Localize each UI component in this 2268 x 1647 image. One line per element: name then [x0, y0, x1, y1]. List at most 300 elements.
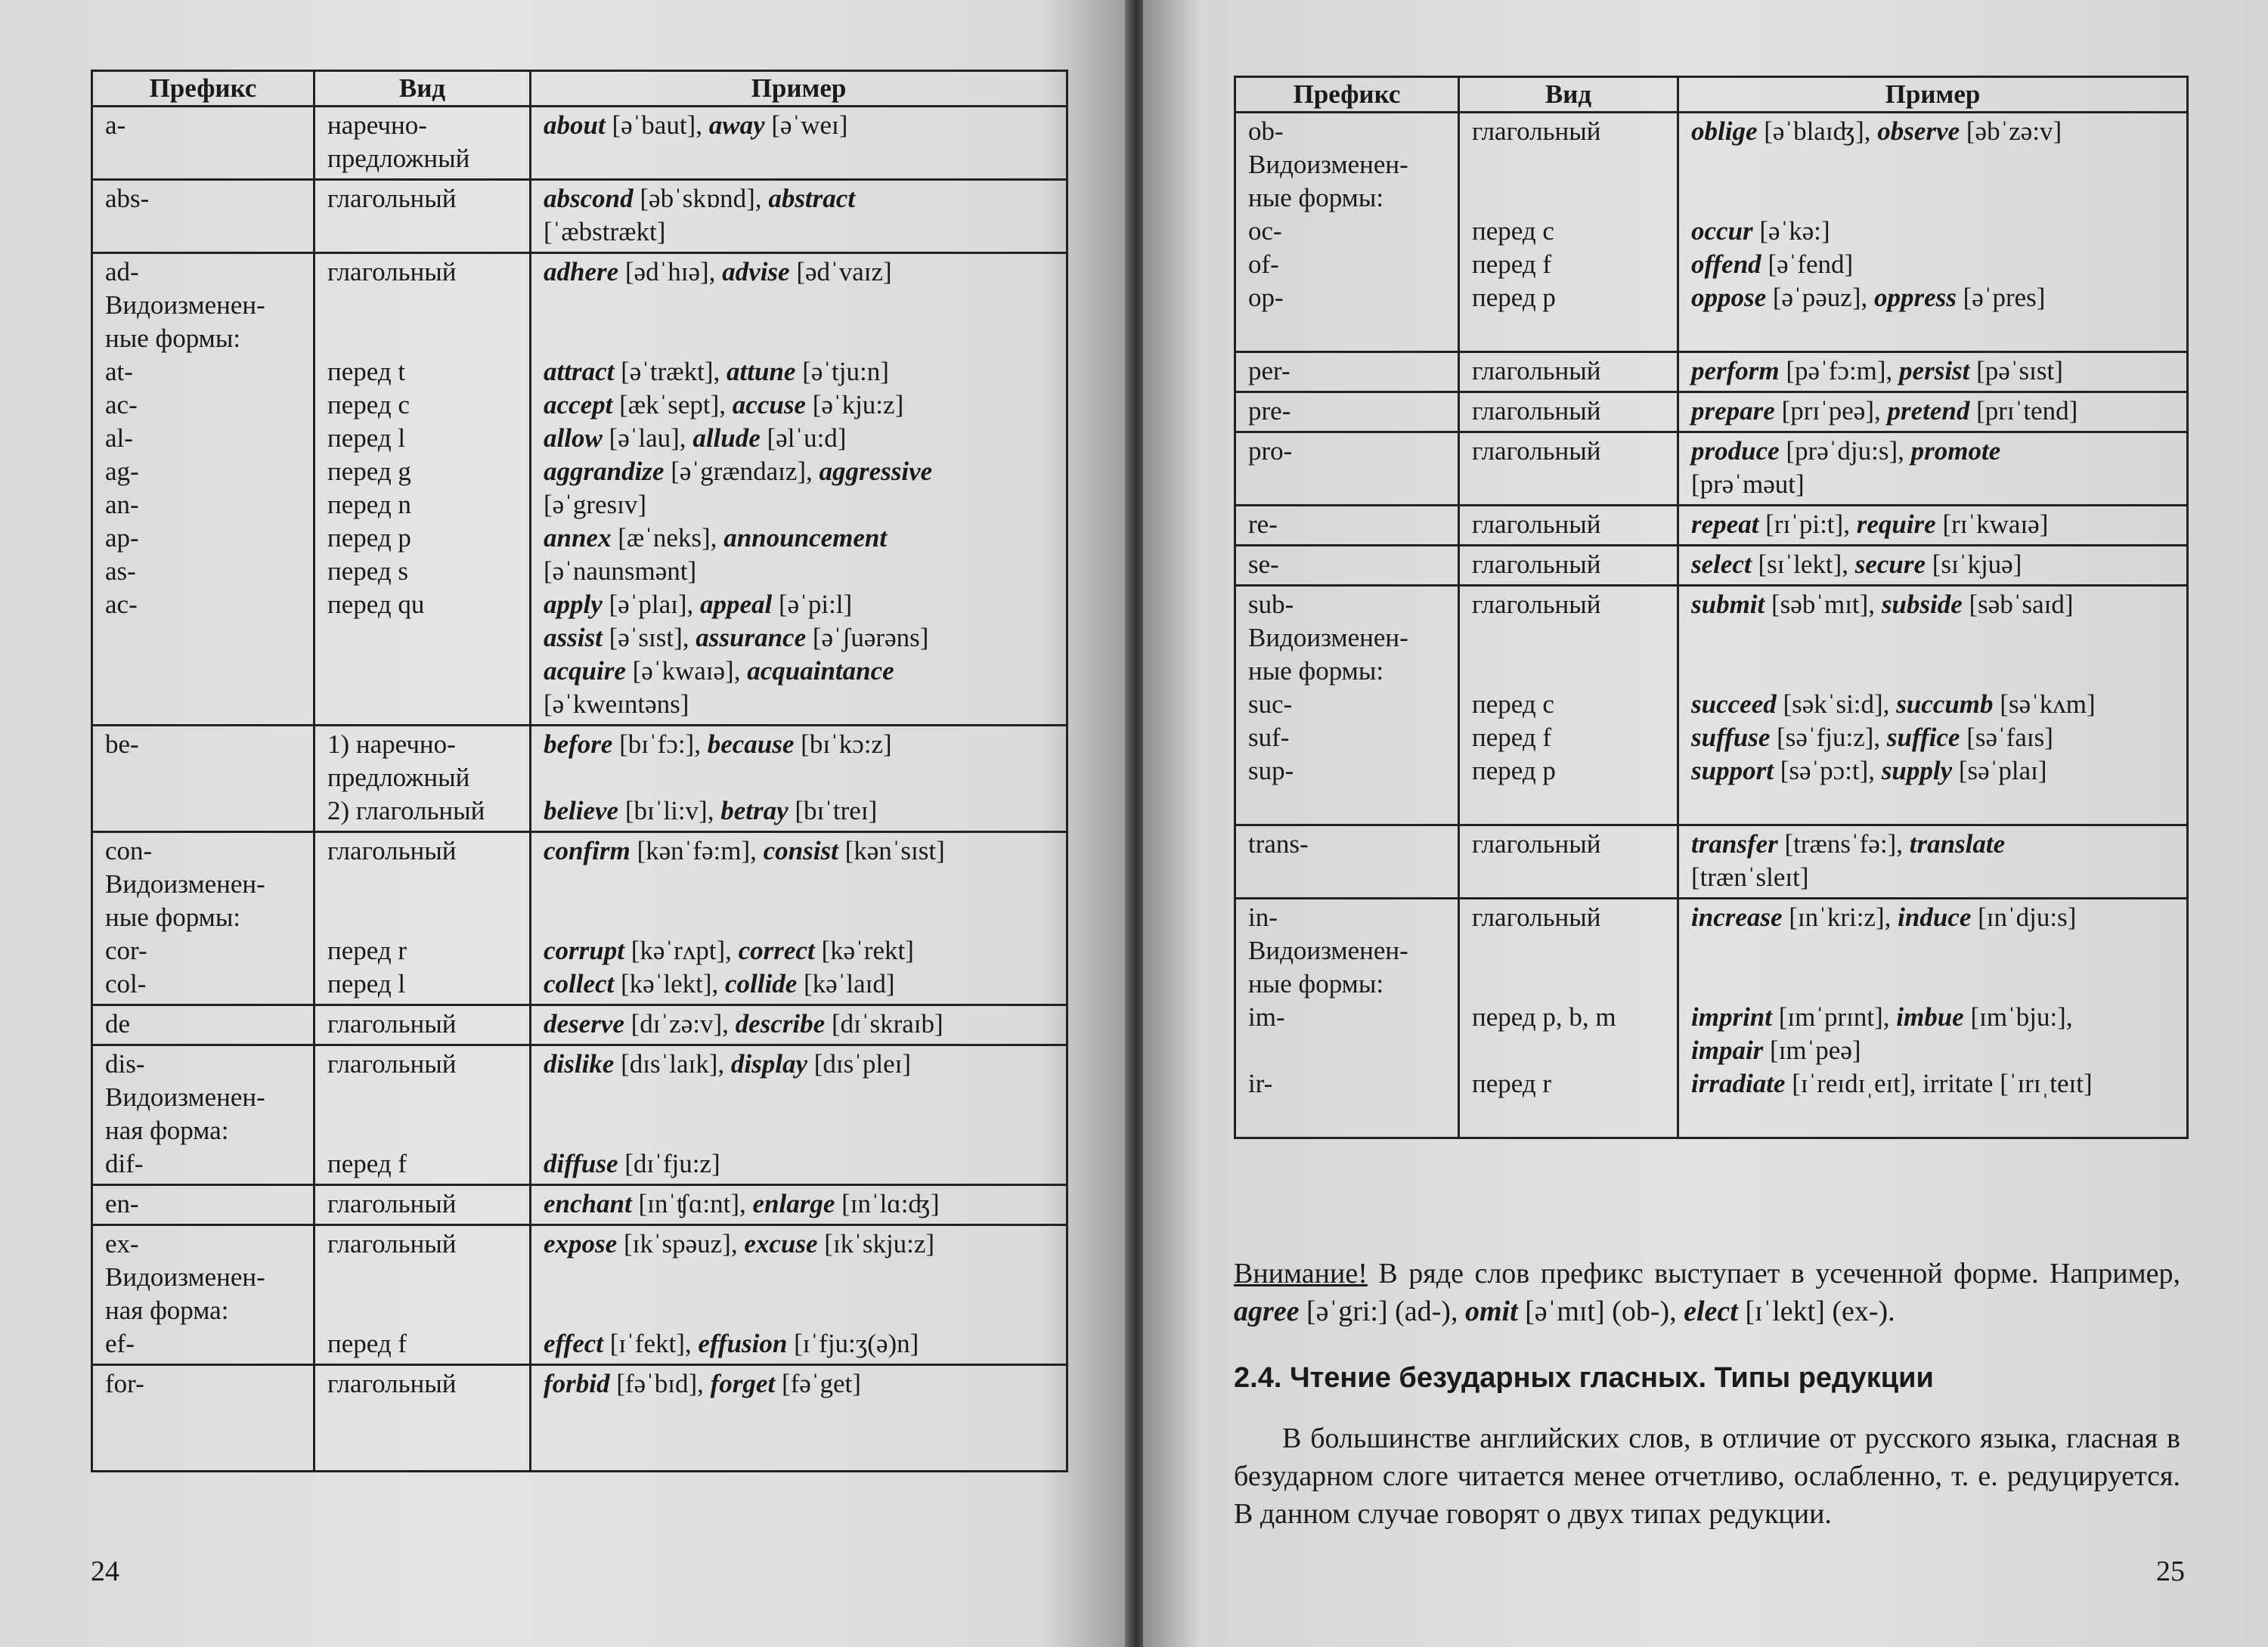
- prefix-line: con-: [105, 836, 153, 865]
- prefix-line: [1248, 788, 1445, 821]
- prefix-line: de: [105, 1009, 131, 1039]
- transcription: [əˈpəuz],: [1766, 283, 1874, 312]
- example-word: attune: [727, 357, 796, 386]
- transcription: [əˈtju:n]: [795, 357, 889, 386]
- example-word: confirm: [544, 836, 631, 865]
- example-word: collide: [725, 969, 798, 998]
- transcription: [əˈblaɪʤ],: [1757, 116, 1878, 146]
- example-word: because: [707, 729, 795, 759]
- page-number: 25: [2156, 1556, 2185, 1587]
- table-row: [1235, 586, 2188, 825]
- transcription: [kəˈlaɪd]: [797, 969, 895, 998]
- notice-example-word: elect: [1684, 1296, 1738, 1327]
- kind-line: [327, 1294, 517, 1327]
- transcription: [rɪˈpi:t],: [1758, 509, 1857, 539]
- example-word: describe: [735, 1009, 826, 1039]
- prefix-cell: [92, 1045, 314, 1185]
- prefix-cell: [92, 1365, 314, 1472]
- example-word: collect: [544, 969, 615, 998]
- example-line: [1691, 354, 2174, 388]
- example-line: [1691, 967, 2174, 1001]
- prefix-cell: [1235, 825, 1459, 899]
- kind-line: глагольный: [1472, 396, 1601, 426]
- example-word: increase: [1691, 902, 1783, 932]
- example-line: [544, 322, 1054, 355]
- prefix-line: trans-: [1248, 829, 1309, 859]
- example-cell: [1678, 352, 2188, 392]
- example-word: allow: [544, 423, 603, 453]
- kind-line: [327, 1081, 517, 1114]
- table-row: [1235, 825, 2188, 899]
- transcription: [dɪsˈlaɪk],: [614, 1049, 731, 1079]
- notice-label: Внимание!: [1234, 1258, 1368, 1289]
- prefix-line: ная форма:: [105, 1116, 229, 1145]
- prefix-line: sup-: [1248, 756, 1294, 785]
- example-cell: [531, 1185, 1067, 1225]
- prefix-line: Видоизменен-: [105, 1262, 265, 1292]
- prefix-line: [105, 1401, 301, 1434]
- example-line: [544, 1434, 1054, 1467]
- kind-cell: [1459, 352, 1678, 392]
- left-page: [0, 0, 1131, 1647]
- example-line: [544, 1081, 1054, 1114]
- prefix-cell: [92, 1185, 314, 1225]
- prefix-line: of-: [1248, 249, 1279, 279]
- example-word: assurance: [696, 623, 807, 652]
- example-line: [544, 1294, 1054, 1327]
- transcription: [dɪˈfju:z]: [618, 1149, 720, 1178]
- transcription: [ɪnˈʧɑ:nt],: [631, 1189, 753, 1218]
- table-row: [92, 1225, 1067, 1365]
- example-line: [544, 1401, 1054, 1434]
- example-word: irradiate: [1691, 1069, 1786, 1098]
- example-word: forbid: [544, 1369, 610, 1398]
- example-word: transfer: [1691, 829, 1778, 859]
- table-row: [1235, 899, 2188, 1138]
- prefix-line: pro-: [1248, 436, 1293, 466]
- kind-line: глагольный: [327, 836, 457, 865]
- prefix-line: [105, 215, 301, 249]
- kind-cell: [1459, 113, 1678, 352]
- example-word: display: [730, 1049, 807, 1079]
- prefix-line: Видоизменен-: [1248, 936, 1408, 965]
- example-word: accuse: [732, 390, 806, 419]
- prefix-line: im-: [1248, 1002, 1285, 1032]
- prefix-cell: [1235, 432, 1459, 506]
- example-line: [544, 355, 1054, 389]
- column-header-prefix: Префикс: [92, 71, 314, 107]
- example-word: away: [708, 110, 765, 140]
- kind-line: глагольный: [327, 1369, 457, 1398]
- example-word: supply: [1881, 756, 1953, 785]
- example-line: [1691, 215, 2174, 248]
- prefix-line: in-: [1248, 902, 1278, 932]
- transcription: [əˈlau],: [602, 423, 693, 453]
- prefix-line: [1248, 861, 1445, 894]
- prefix-line: for-: [105, 1369, 144, 1398]
- example-word: translate: [1909, 829, 2006, 859]
- prefix-line: ная форма:: [105, 1296, 229, 1325]
- kind-line: глагольный: [327, 1009, 457, 1039]
- example-word: persist: [1899, 356, 1970, 385]
- transcription: [ɪnˈdju:s]: [1971, 902, 2077, 932]
- transcription: [dɪˈzə:v],: [624, 1009, 736, 1039]
- example-line: [1691, 861, 2174, 894]
- prefix-line: cor-: [105, 936, 147, 965]
- transcription: [trænsˈfə:],: [1777, 829, 1910, 859]
- example-line: [544, 1327, 1054, 1361]
- prefix-cell: [92, 107, 314, 180]
- prefix-line: at-: [105, 357, 133, 386]
- prefix-line: [1248, 1101, 1445, 1134]
- example-word: betray: [720, 796, 789, 825]
- kind-line: предложный: [327, 144, 470, 173]
- kind-line: [327, 215, 517, 249]
- example-line: [544, 142, 1054, 175]
- kind-line: перед f: [327, 1329, 407, 1358]
- kind-line: 1) наречно-: [327, 729, 456, 759]
- example-cell: [531, 1365, 1067, 1472]
- example-line: [1691, 508, 2174, 541]
- kind-cell: [314, 1185, 531, 1225]
- prefix-line: as-: [105, 556, 136, 586]
- kind-line: [1472, 621, 1665, 655]
- kind-line: [1472, 934, 1665, 967]
- transcription: [əˈweɪ]: [764, 110, 848, 140]
- example-line: [1691, 1067, 2174, 1101]
- prefix-cell: [1235, 392, 1459, 432]
- transcription: [kəˈrekt]: [814, 936, 914, 965]
- example-word: observe: [1877, 116, 1960, 146]
- kind-line: [327, 901, 517, 934]
- example-word: promote: [1910, 436, 2001, 466]
- kind-line: перед s: [327, 556, 409, 586]
- example-line: [544, 182, 1054, 215]
- table-row: [92, 253, 1067, 726]
- example-line: [544, 1147, 1054, 1181]
- table-row: [1235, 352, 2188, 392]
- example-line: [544, 967, 1054, 1001]
- example-word: announcement: [723, 523, 888, 553]
- example-word: assist: [544, 623, 603, 652]
- kind-line: глагольный: [1472, 829, 1601, 859]
- transcription: [əˈkweɪntəns]: [544, 689, 689, 719]
- transcription: [əˈkwaɪə],: [625, 656, 748, 686]
- example-line: [1691, 754, 2174, 788]
- notice-example-rest: [ɪˈlekt] (ex-).: [1737, 1296, 1895, 1327]
- prefix-line: [105, 621, 301, 655]
- kind-cell: [314, 1045, 531, 1185]
- kind-line: глагольный: [327, 1189, 457, 1218]
- example-line: [1691, 115, 2174, 148]
- transcription: [əˈpi:l]: [772, 590, 853, 619]
- prefix-cell: [1235, 586, 1459, 825]
- example-cell: [1678, 432, 2188, 506]
- kind-line: [1472, 967, 1665, 1001]
- example-cell: [1678, 586, 2188, 825]
- kind-line: глагольный: [327, 1049, 457, 1079]
- kind-line: [327, 655, 517, 688]
- example-cell: [531, 1005, 1067, 1045]
- example-line: [1691, 828, 2174, 861]
- kind-cell: [1459, 546, 1678, 586]
- transcription: [əˈbaut],: [605, 110, 709, 140]
- transcription: [bɪˈkɔ:z]: [794, 729, 892, 759]
- table-row: [1235, 432, 2188, 506]
- kind-line: [1472, 181, 1665, 215]
- example-line: [544, 1228, 1054, 1261]
- column-header-example: Пример: [1678, 77, 2188, 113]
- table-row: [1235, 506, 2188, 546]
- example-line: [1691, 248, 2174, 281]
- kind-line: наречно-: [327, 110, 427, 140]
- prefix-line: re-: [1248, 509, 1278, 539]
- prefix-line: ные формы:: [1248, 969, 1384, 998]
- prefix-line: be-: [105, 729, 139, 759]
- example-word: offend: [1691, 249, 1761, 279]
- example-word: occur: [1691, 216, 1753, 246]
- example-line: [544, 389, 1054, 422]
- transcription: [əˈplaɪ],: [602, 590, 700, 619]
- example-line: [544, 255, 1054, 289]
- prefix-line: oc-: [1248, 216, 1282, 246]
- example-line: [544, 488, 1054, 522]
- transcription: [ədˈhɪə],: [618, 257, 723, 286]
- example-word: forget: [710, 1369, 776, 1398]
- example-line: [544, 1008, 1054, 1041]
- kind-cell: [1459, 506, 1678, 546]
- kind-cell: [314, 726, 531, 832]
- prefix-line: Видоизменен-: [105, 1082, 265, 1112]
- kind-cell: [314, 253, 531, 726]
- example-word: correct: [738, 936, 815, 965]
- kind-line: перед l: [327, 423, 406, 453]
- example-word: enlarge: [752, 1189, 835, 1218]
- kind-line: перед t: [327, 357, 406, 386]
- prefix-line: col-: [105, 969, 147, 998]
- example-line: [1691, 788, 2174, 821]
- example-line: [1691, 901, 2174, 934]
- example-line: [544, 1114, 1054, 1147]
- example-word: aggrandize: [544, 457, 665, 486]
- kind-cell: [1459, 586, 1678, 825]
- example-line: [1691, 621, 2174, 655]
- kind-line: перед qu: [327, 590, 425, 619]
- example-line: [1691, 181, 2174, 215]
- prefix-line: a-: [105, 110, 126, 140]
- kind-line: перед n: [327, 490, 411, 519]
- table-row: [1235, 392, 2188, 432]
- example-word: support: [1691, 756, 1774, 785]
- table-row: [92, 1185, 1067, 1225]
- notice-example-word: omit: [1464, 1296, 1518, 1327]
- example-word: secure: [1854, 550, 1926, 579]
- kind-line: перед l: [327, 969, 406, 998]
- prefix-cell: [92, 253, 314, 726]
- transcription: [əˈgresɪv]: [544, 490, 647, 519]
- transcription: [rɪˈkwaɪə]: [1935, 509, 2049, 539]
- example-word: require: [1856, 509, 1936, 539]
- example-word: about: [544, 110, 606, 140]
- transcription: [ɪmˈbju:],: [1963, 1002, 2073, 1032]
- prefix-line: sub-: [1248, 590, 1294, 619]
- kind-line: перед f: [327, 1149, 407, 1178]
- kind-line: перед g: [327, 457, 411, 486]
- notice-example-rest: [əˈgri:] (ad-),: [1299, 1296, 1465, 1327]
- example-line: [544, 109, 1054, 142]
- example-cell: [531, 253, 1067, 726]
- example-word: effusion: [698, 1329, 788, 1358]
- kind-line: [327, 322, 517, 355]
- kind-cell: [1459, 432, 1678, 506]
- prefix-line: Видоизменен-: [1248, 623, 1408, 652]
- example-word: perform: [1691, 356, 1780, 385]
- prefix-line: ir-: [1248, 1069, 1273, 1098]
- prefix-line: ex-: [105, 1229, 139, 1258]
- example-line: [1691, 1001, 2174, 1034]
- transcription: [æˈneks],: [611, 523, 724, 553]
- example-word: suffice: [1886, 723, 1960, 752]
- prefix-line: an-: [105, 490, 139, 519]
- table-header-row: [1235, 77, 2188, 113]
- transcription: [əˈkə:]: [1752, 216, 1830, 246]
- transcription: [kəˈlekt],: [614, 969, 726, 998]
- example-line: [1691, 435, 2174, 468]
- kind-line: перед c: [1472, 689, 1554, 719]
- kind-line: [1472, 861, 1665, 894]
- transcription: [əˈʃuərəns]: [806, 623, 929, 652]
- example-word: appeal: [700, 590, 773, 619]
- transcription: [səˈpɔ:t],: [1773, 756, 1882, 785]
- example-line: [544, 868, 1054, 901]
- kind-line: перед p: [1472, 283, 1556, 312]
- page-number: 24: [91, 1556, 119, 1587]
- example-line: [1691, 1101, 2174, 1134]
- transcription: [səbˈmɪt],: [1765, 590, 1882, 619]
- prefix-line: [105, 142, 301, 175]
- prefix-line: pre-: [1248, 396, 1291, 426]
- example-word: consist: [763, 836, 838, 865]
- kind-cell: [314, 1005, 531, 1045]
- transcription: [ɪmˈprɪnt],: [1771, 1002, 1897, 1032]
- prefix-line: Видоизменен-: [105, 290, 265, 320]
- transcription: [prɪˈpeə],: [1774, 396, 1888, 426]
- example-line: [1691, 688, 2174, 721]
- example-line: [544, 1367, 1054, 1401]
- example-line: [544, 455, 1054, 488]
- prefix-line: suc-: [1248, 689, 1293, 719]
- section-title: 2.4. Чтение безударных гласных. Типы редукции: [1234, 1362, 1934, 1394]
- example-word: enchant: [544, 1189, 632, 1218]
- kind-line: [327, 868, 517, 901]
- prefix-line: dis-: [105, 1049, 145, 1079]
- example-word: succumb: [1896, 689, 1994, 719]
- example-line: [1691, 281, 2174, 314]
- kind-line: [1472, 655, 1665, 688]
- kind-line: глагольный: [1472, 356, 1601, 385]
- prefix-line: [1248, 468, 1445, 501]
- example-word: oblige: [1691, 116, 1758, 146]
- example-word: before: [544, 729, 613, 759]
- example-line: [1691, 1034, 2174, 1067]
- transcription: [pəˈsɪst]: [1969, 356, 2063, 385]
- example-line: [544, 728, 1054, 761]
- transcription: [bɪˈli:v],: [618, 796, 721, 825]
- transcription: [prɪˈtend]: [1969, 396, 2078, 426]
- kind-line: [327, 688, 517, 721]
- example-word: expose: [544, 1229, 618, 1258]
- kind-line: предложный: [327, 763, 470, 792]
- example-word: accept: [544, 390, 613, 419]
- prefix-line: [105, 794, 301, 828]
- example-line: [544, 1048, 1054, 1081]
- transcription: [ɪˈreɪdɪˌeɪt], irritate [ˈɪrɪˌteɪt]: [1785, 1069, 2093, 1098]
- kind-cell: [314, 832, 531, 1005]
- prefix-line: dif-: [105, 1149, 144, 1178]
- example-word: submit: [1691, 590, 1765, 619]
- example-cell: [1678, 825, 2188, 899]
- kind-cell: [314, 1225, 531, 1365]
- example-word: imprint: [1691, 1002, 1772, 1032]
- kind-line: перед c: [1472, 216, 1554, 246]
- prefix-line: [105, 1434, 301, 1467]
- transcription: [ɪˈfju:ʒ(ə)n]: [787, 1329, 919, 1358]
- example-word: adhere: [544, 257, 619, 286]
- example-word: imbue: [1896, 1002, 1964, 1032]
- example-line: [544, 1261, 1054, 1294]
- column-header-kind: Вид: [314, 71, 531, 107]
- kind-line: перед f: [1472, 723, 1552, 752]
- prefix-line: al-: [105, 423, 133, 453]
- prefix-line: ag-: [105, 457, 139, 486]
- kind-line: перед p: [1472, 756, 1556, 785]
- transcription: [əˈnaunsmənt]: [544, 556, 697, 586]
- example-word: diffuse: [544, 1149, 618, 1178]
- table-row: [92, 1365, 1067, 1472]
- transcription: [kənˈfə:m],: [630, 836, 764, 865]
- example-line: [1691, 721, 2174, 754]
- prefix-cell: [92, 180, 314, 253]
- transcription: [sɪˈkjuə]: [1926, 550, 2022, 579]
- column-header-prefix: Префикс: [1235, 77, 1459, 113]
- kind-line: [327, 1261, 517, 1294]
- example-word: advise: [722, 257, 790, 286]
- transcription: [ɪmˈpeə]: [1763, 1036, 1861, 1065]
- example-word: believe: [544, 796, 619, 825]
- column-header-example: Пример: [531, 71, 1067, 107]
- kind-line: глагольный: [1472, 550, 1601, 579]
- prefix-cell: [1235, 506, 1459, 546]
- example-cell: [531, 107, 1067, 180]
- notice-example-rest: [əˈmɪt] (ob-),: [1517, 1296, 1684, 1327]
- transcription: [dɪˈskraɪb]: [825, 1009, 943, 1039]
- prefix-line: suf-: [1248, 723, 1290, 752]
- kind-line: перед p, b, m: [1472, 1002, 1616, 1032]
- example-word: excuse: [744, 1229, 818, 1258]
- prefix-line: [105, 655, 301, 688]
- transcription: [trænˈsleɪt]: [1691, 862, 1809, 892]
- prefix-cell: [1235, 113, 1459, 352]
- kind-cell: [1459, 899, 1678, 1138]
- example-word: annex: [544, 523, 612, 553]
- example-cell: [531, 180, 1067, 253]
- table-row: [92, 1045, 1067, 1185]
- table-row: [92, 726, 1067, 832]
- example-cell: [531, 832, 1067, 1005]
- example-word: produce: [1691, 436, 1780, 466]
- notice-paragraph: [1234, 1255, 2180, 1330]
- transcription: [pəˈfɔ:m],: [1779, 356, 1900, 385]
